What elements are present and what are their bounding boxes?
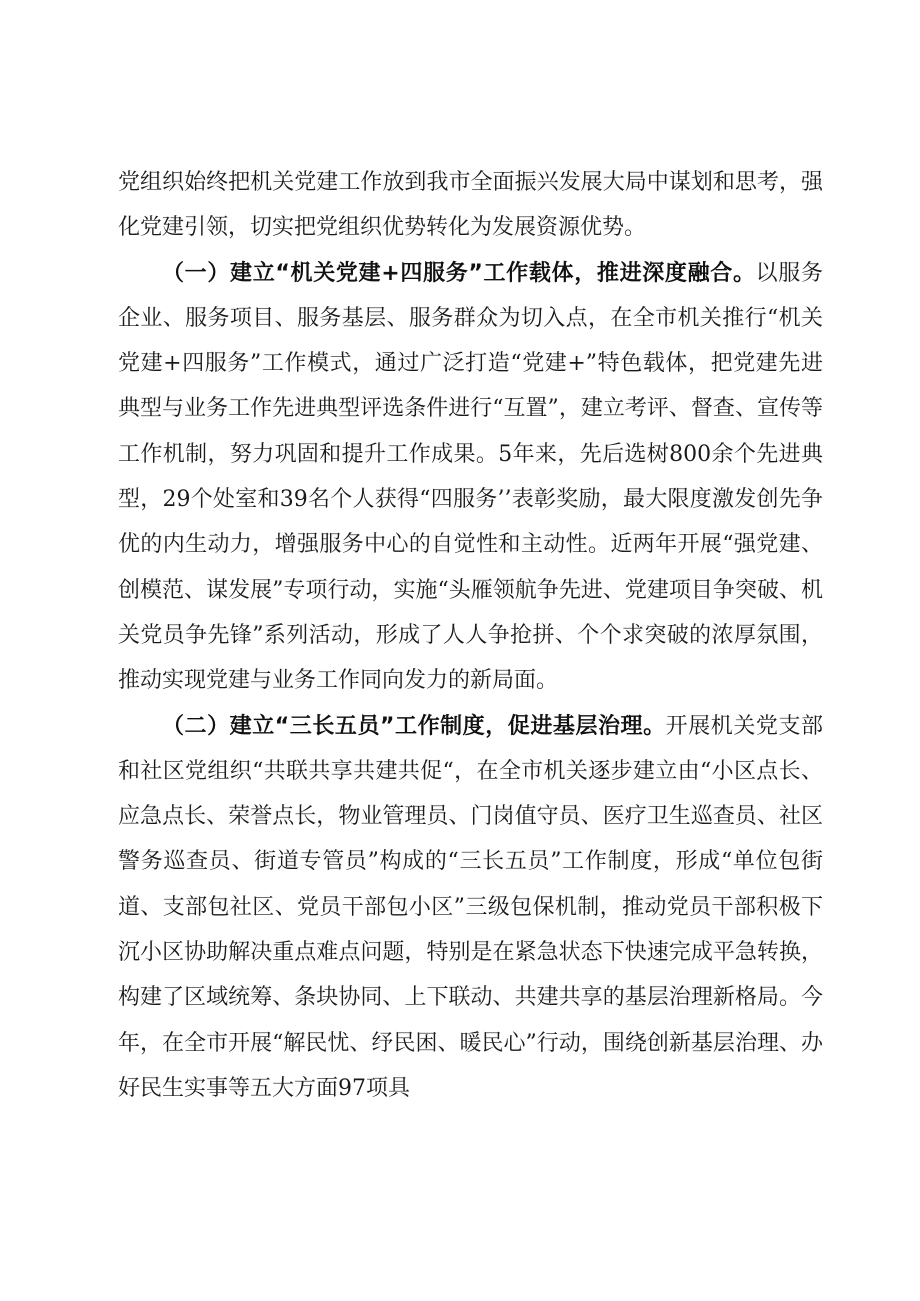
section-2-text: 开展机关党支部和社区党组织“共联共享共建共促“，在全市机关逐步建立由“小区点长、应急点长、荣誉点长，物业管理员、门岗值守员、医疗卫生巡查员、社区警务巡查员、街道专管员”构成的“三长五员”工作制度，形成“单位包街道、支部包社区、党员干部包小区”三级包保机制，推动党员干部积极下沉小区协助解决重点难点问题，特别是在紧急状态下快速完成平急转换，构建了区域统筹、条块协同、上下联动、共建共享的基层治理新格局。今年，在全市开展“解民忧、纾民困、暖民心”行动，围绕创新基层治理、办好民生实事等五大方面97项具 — [118, 713, 823, 1101]
section-2-heading: （二）建立“三长五员”工作制度，促进基层治理。 — [162, 713, 666, 739]
paragraph-section-1 — [118, 251, 823, 704]
paragraph-intro-text: 党组织始终把机关党建工作放到我市全面振兴发展大局中谋划和思考，强化党建引领，切实把党组织优势转化为发展资源优势。 — [118, 170, 823, 241]
paragraph-section-2 — [118, 704, 823, 1112]
document-body — [118, 160, 823, 1111]
section-1-text: 以服务企业、服务项目、服务基层、服务群众为切入点，在全市机关推行“机关党建+四服务”工作模式，通过广泛打造“党建+”特色载体，把党建先进典型与业务工作先进典型评选条件进行“互置”，建立考评、督查、宣传等工作机制，努力巩固和提升工作成果。5年来，先后选树800余个先进典型，29个处室和39名个人获得“四服务’’表彰奖励，最大限度激发创先争优的内生动力，增强服务中心的自觉性和主动性。近两年开展“强党建、创模范、谋发展”专项行动，实施“头雁领航争先进、党建项目争突破、机关党员争先锋”系列活动，形成了人人争抢拼、个个求突破的浓厚氛围，推动实现党建与业务工作同向发力的新局面。 — [118, 260, 823, 694]
paragraph-intro — [118, 160, 823, 251]
section-1-heading: （一）建立“机关党建+四服务”工作载体，推进深度融合。 — [162, 260, 756, 286]
